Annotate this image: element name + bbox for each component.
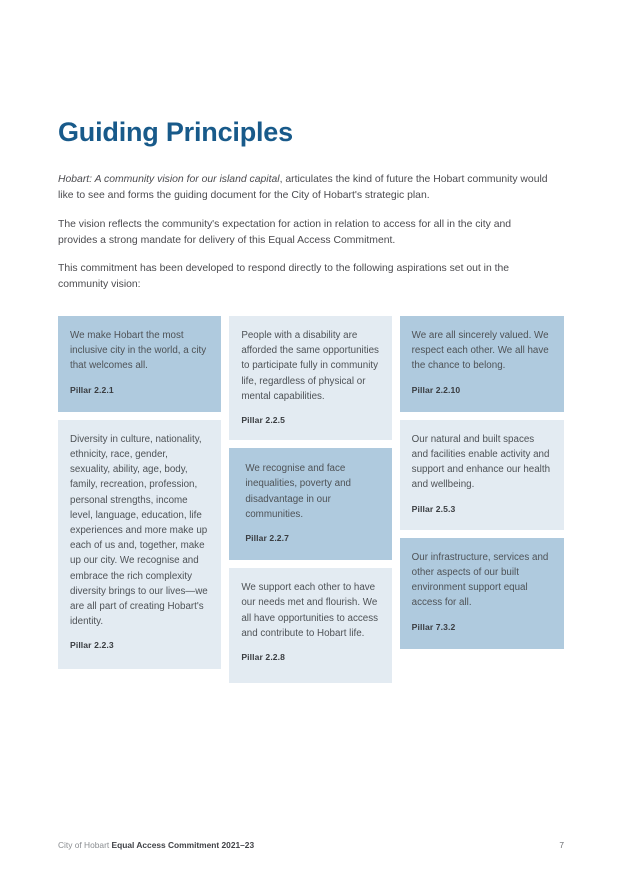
intro-paragraph-2: The vision reflects the community's expectation for action in relation to access for all in the city and provides a strong mandate for delivery of this Equal Access Commitment.: [58, 218, 512, 246]
aspiration-card: [229, 568, 391, 683]
aspiration-card-pillar: Pillar 2.2.3: [70, 640, 114, 651]
footer-organisation: City of Hobart: [58, 840, 112, 850]
aspiration-card-body: We are all sincerely valued. We respect each other. We all have the chance to belong.: [411, 330, 549, 372]
intro-paragraph-1: [58, 172, 550, 205]
footer-source: [58, 840, 254, 850]
card-column-2: [229, 316, 391, 683]
intro-paragraph-1-rest: , articulates the kind of future the Hobart community would like to see and forms the guiding document for the City of Hobart's strategic plan.: [58, 174, 548, 202]
aspiration-card-body: We support each other to have our needs met and flourish. We all have opportunities to access and contribute to Hobart life.: [241, 582, 379, 639]
aspiration-card: [400, 538, 564, 649]
aspiration-card: [400, 316, 564, 412]
aspiration-card: [229, 448, 391, 560]
aspiration-card-pillar: Pillar 2.2.5: [241, 415, 286, 426]
aspiration-card-body: We make Hobart the most inclusive city in the world, a city that welcomes all.: [70, 330, 207, 372]
footer-page-number: 7: [559, 840, 564, 850]
aspiration-card-body: We recognise and face inequalities, poverty and disadvantage in our communities.: [245, 463, 351, 520]
page-title: Guiding Principles: [58, 117, 293, 148]
aspiration-card-body: Our infrastructure, services and other aspects of our built environment support equal access for all.: [411, 551, 549, 609]
page-footer: [58, 840, 564, 850]
intro-paragraphs: [58, 172, 550, 294]
aspiration-card-pillar: Pillar 2.5.3: [411, 503, 456, 514]
aspiration-card-body: Our natural and built spaces and facilities enable activity and support and enhance our health and wellbeing.: [411, 433, 551, 491]
footer-document-title: Equal Access Commitment 2021–23: [111, 840, 255, 850]
aspiration-card-pillar: Pillar 2.2.10: [411, 384, 461, 395]
aspiration-card-grid: [58, 316, 564, 683]
card-column-1: [58, 316, 221, 669]
card-column-3: [400, 316, 564, 649]
aspiration-card-pillar: Pillar 2.2.8: [241, 652, 286, 663]
aspiration-card-pillar: Pillar 2.2.1: [70, 384, 114, 395]
aspiration-card-pillar: Pillar 7.3.2: [411, 621, 456, 632]
aspiration-card: [58, 316, 221, 412]
intro-italic-phrase: Hobart: A community vision for our island capital: [58, 174, 280, 185]
aspiration-card-body: Diversity in culture, nationality, ethnicity, race, gender, sexuality, ability, age, body, family, recreation, profession, personal strengths, income level, language, education, life experiences and more make up each of us and, together, make up our city. We recognise and embrace the rich complexity diversity brings to our lives—we are all part of creating Hobart's identity.: [70, 433, 208, 628]
aspiration-card: [229, 316, 391, 440]
intro-paragraph-3: This commitment has been developed to respond directly to the following aspirations set out in the community vision:: [58, 263, 510, 291]
aspiration-card-pillar: Pillar 2.2.7: [245, 533, 290, 544]
aspiration-card: [400, 420, 564, 530]
aspiration-card: [58, 420, 221, 669]
aspiration-card-body: People with a disability are afforded the same opportunities to participate fully in community life, regardless of physical or mental capabilities.: [241, 330, 379, 402]
